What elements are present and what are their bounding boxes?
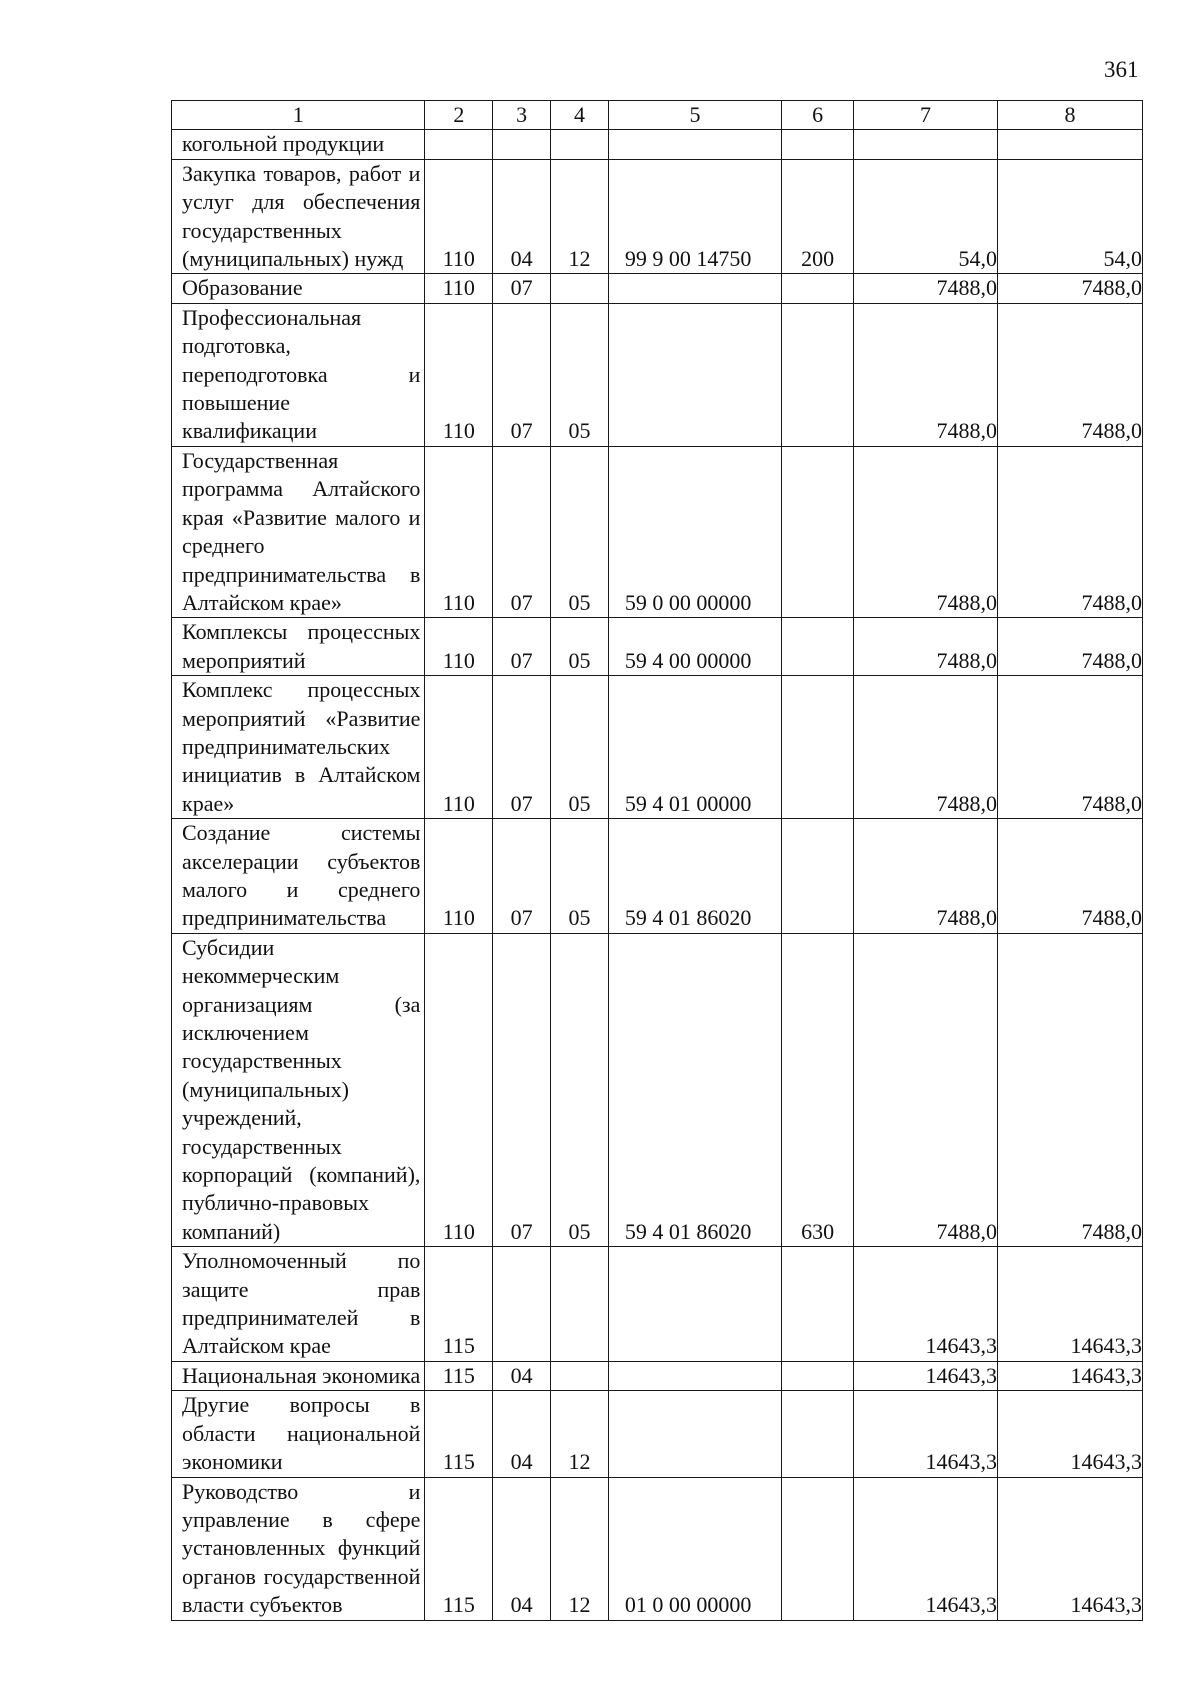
amount-col-8-cell: 7488,0 [998,274,1143,303]
row-name-cell: Создание системы акселерации субъектов малого и среднего предпринимательства [172,819,425,934]
budget-table [171,100,1143,1621]
row-name-cell: когольной продукции [172,130,425,159]
header-col-7: 7 [854,101,998,130]
target-article-cell: 59 4 01 00000 [608,676,781,819]
amount-col-8-cell: 7488,0 [998,819,1143,934]
expense-type-cell [782,1477,854,1620]
header-col-3: 3 [493,101,551,130]
subsection-cell [551,1361,609,1390]
row-name-cell: Государственная программа Алтайского края «Развитие малого и среднего предпринимательства в Алтайском крае» [172,446,425,617]
admin-code-cell [425,130,493,159]
expense-type-cell [782,676,854,819]
amount-col-7-cell: 7488,0 [854,676,998,819]
target-article-cell: 59 4 00 00000 [608,618,781,676]
target-article-cell: 01 0 00 00000 [608,1477,781,1620]
table-row [172,676,1143,819]
amount-col-8-cell: 7488,0 [998,618,1143,676]
admin-code-cell: 115 [425,1361,493,1390]
amount-col-8-cell: 7488,0 [998,446,1143,617]
table-row [172,819,1143,934]
row-name-cell: Другие вопросы в области национальной экономики [172,1391,425,1477]
row-name-cell: Образование [172,274,425,303]
amount-col-8-cell [998,130,1143,159]
section-cell: 07 [493,676,551,819]
table-row [172,933,1143,1246]
row-name-cell: Руководство и управление в сфере установленных функций органов государственной власти субъектов [172,1477,425,1620]
header-col-4: 4 [551,101,609,130]
subsection-cell [551,1247,609,1362]
table-row [172,303,1143,446]
expense-type-cell [782,274,854,303]
admin-code-cell: 110 [425,676,493,819]
header-col-8: 8 [998,101,1143,130]
header-col-5: 5 [608,101,781,130]
target-article-cell [608,303,781,446]
expense-type-cell [782,1391,854,1477]
amount-col-8-cell: 14643,3 [998,1391,1143,1477]
amount-col-7-cell: 7488,0 [854,446,998,617]
subsection-cell: 12 [551,1477,609,1620]
expense-type-cell [782,1247,854,1362]
expense-type-cell: 200 [782,159,854,274]
section-cell: 07 [493,819,551,934]
target-article-cell [608,274,781,303]
section-cell: 04 [493,1477,551,1620]
row-name-cell: Субсидии некоммерческим организациям (за исключением государственных (муниципальных) учреждений, государственных корпораций (компаний), публично-правовых компаний) [172,933,425,1246]
header-col-6: 6 [782,101,854,130]
section-cell: 04 [493,1391,551,1477]
subsection-cell: 05 [551,933,609,1246]
amount-col-7-cell [854,130,998,159]
admin-code-cell: 110 [425,618,493,676]
subsection-cell: 05 [551,446,609,617]
table-row [172,274,1143,303]
row-name-cell: Уполномоченный по защите прав предпринимателей в Алтайском крае [172,1247,425,1362]
admin-code-cell: 110 [425,303,493,446]
amount-col-7-cell: 7488,0 [854,303,998,446]
section-cell: 04 [493,159,551,274]
section-cell: 07 [493,303,551,446]
section-cell: 07 [493,446,551,617]
row-name-cell: Закупка товаров, работ и услуг для обеспечения государственных (муниципальных) нужд [172,159,425,274]
amount-col-7-cell: 7488,0 [854,618,998,676]
target-article-cell: 99 9 00 14750 [608,159,781,274]
amount-col-7-cell: 7488,0 [854,819,998,934]
row-name-cell: Национальная экономика [172,1361,425,1390]
target-article-cell: 59 4 01 86020 [608,933,781,1246]
admin-code-cell: 115 [425,1247,493,1362]
table-row [172,1391,1143,1477]
header-col-1: 1 [172,101,425,130]
table-row [172,618,1143,676]
table-row [172,159,1143,274]
admin-code-cell: 110 [425,819,493,934]
amount-col-7-cell: 7488,0 [854,933,998,1246]
amount-col-7-cell: 7488,0 [854,274,998,303]
subsection-cell [551,130,609,159]
header-col-2: 2 [425,101,493,130]
amount-col-7-cell: 54,0 [854,159,998,274]
table-row [172,130,1143,159]
row-name-cell: Комплексы процессных мероприятий [172,618,425,676]
subsection-cell: 05 [551,303,609,446]
section-cell: 07 [493,618,551,676]
table-row [172,1247,1143,1362]
expense-type-cell [782,618,854,676]
subsection-cell: 12 [551,1391,609,1477]
admin-code-cell: 110 [425,933,493,1246]
target-article-cell [608,1391,781,1477]
target-article-cell [608,1361,781,1390]
subsection-cell: 05 [551,819,609,934]
amount-col-7-cell: 14643,3 [854,1391,998,1477]
expense-type-cell [782,303,854,446]
section-cell: 07 [493,274,551,303]
admin-code-cell: 115 [425,1477,493,1620]
amount-col-8-cell: 14643,3 [998,1477,1143,1620]
admin-code-cell: 110 [425,274,493,303]
amount-col-7-cell: 14643,3 [854,1247,998,1362]
target-article-cell: 59 4 01 86020 [608,819,781,934]
header-row [172,101,1143,130]
amount-col-8-cell: 14643,3 [998,1247,1143,1362]
section-cell: 04 [493,1361,551,1390]
table-row [172,1477,1143,1620]
section-cell [493,130,551,159]
expense-type-cell [782,130,854,159]
subsection-cell: 12 [551,159,609,274]
expense-type-cell: 630 [782,933,854,1246]
expense-type-cell [782,1361,854,1390]
table-row [172,446,1143,617]
target-article-cell: 59 0 00 00000 [608,446,781,617]
amount-col-8-cell: 7488,0 [998,303,1143,446]
amount-col-7-cell: 14643,3 [854,1477,998,1620]
subsection-cell [551,274,609,303]
admin-code-cell: 110 [425,446,493,617]
amount-col-8-cell: 14643,3 [998,1361,1143,1390]
target-article-cell [608,1247,781,1362]
amount-col-7-cell: 14643,3 [854,1361,998,1390]
amount-col-8-cell: 7488,0 [998,933,1143,1246]
section-cell: 07 [493,933,551,1246]
target-article-cell [608,130,781,159]
expense-type-cell [782,446,854,617]
table-row [172,1361,1143,1390]
admin-code-cell: 110 [425,159,493,274]
amount-col-8-cell: 7488,0 [998,676,1143,819]
page-number: 361 [1104,57,1139,82]
subsection-cell: 05 [551,618,609,676]
section-cell [493,1247,551,1362]
amount-col-8-cell: 54,0 [998,159,1143,274]
row-name-cell: Профессиональная подготовка, переподготовка и повышение квалификации [172,303,425,446]
expense-type-cell [782,819,854,934]
subsection-cell: 05 [551,676,609,819]
admin-code-cell: 115 [425,1391,493,1477]
row-name-cell: Комплекс процессных мероприятий «Развитие предпринимательских инициатив в Алтайском крае» [172,676,425,819]
